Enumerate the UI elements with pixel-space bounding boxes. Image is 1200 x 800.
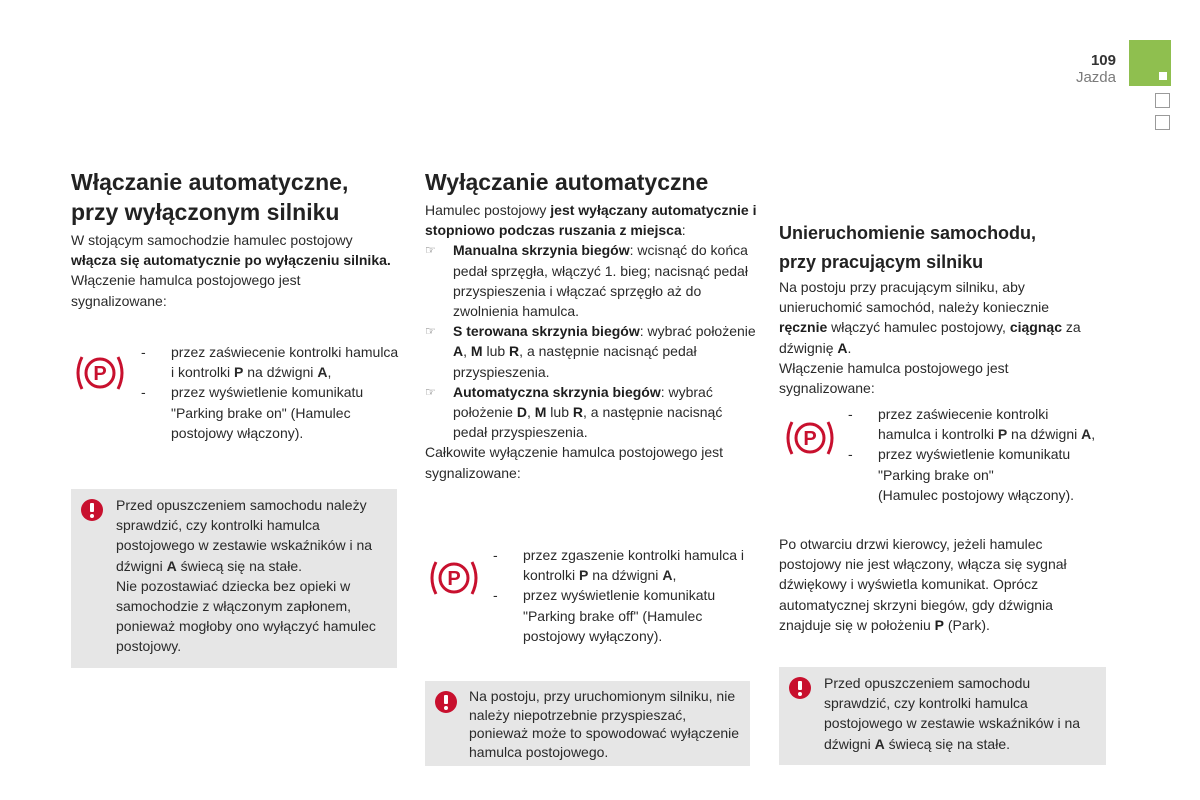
nav-square-icon[interactable] <box>1155 93 1170 108</box>
warning-text <box>116 495 392 657</box>
col2-dash-list <box>493 545 755 646</box>
bold-text: S terowana skrzynia biegów <box>453 323 640 340</box>
warning-line <box>116 495 392 576</box>
dash-icon: - <box>493 587 498 604</box>
list-item <box>425 321 759 382</box>
text: przez zaświecenie kontrolki hamulca i kontrolki <box>171 344 399 381</box>
bold-text: P <box>997 426 1008 443</box>
bold-text: D <box>516 404 527 421</box>
page-number: 109 <box>1090 52 1116 69</box>
pointing-hand-icon: ☞ <box>425 384 436 399</box>
bold-text: ręcznie <box>779 319 828 336</box>
bold-text: A <box>874 735 885 752</box>
text: (Hamulec postojowy włączony). <box>878 486 1075 503</box>
bold-text: ciągnąc <box>1009 319 1062 336</box>
col3-heading <box>779 219 1109 277</box>
col1-title-line2: przy wyłączonym silniku <box>71 199 340 225</box>
col1-title-line1: Włączanie automatyczne, <box>71 169 349 195</box>
text: Po otwarciu drzwi kierowcy, jeżeli hamulec postojowy nie jest włączony, włącza się sygnał dźwiękowy i wyświetla komunikat. Oprócz automatycznej skrzyni biegów, gdy dźwignia znajduje się w położeniu <box>779 536 1067 633</box>
bold-text: jest wyłączany automatycznie i stopniowo podczas ruszania z miejsca <box>425 202 757 239</box>
warning-line: Nie pozostawiać dziecka bez opieki w samochodzie z włączonym zapłonem, ponieważ mogłoby ono wyłączyć hamulec postojowy. <box>116 577 376 655</box>
text: przez zgaszenie kontrolki hamulca i kontrolki <box>523 547 744 584</box>
text: przez wyświetlenie komunikatu "Parking brake on" <box>878 446 1071 483</box>
col2-bullets <box>425 240 759 442</box>
dash-icon: - <box>848 406 853 422</box>
col2-body <box>425 200 759 483</box>
bold-text: Automatyczna skrzynia biegów <box>453 383 661 400</box>
dash-icon: - <box>493 547 498 563</box>
parking-brake-icon <box>74 351 126 395</box>
text: (Park). <box>944 616 990 633</box>
bold-text: A <box>837 339 848 356</box>
warning-icon <box>789 677 811 699</box>
list-item <box>848 404 1103 444</box>
list-item <box>141 342 399 382</box>
svg-text:P: P <box>93 363 107 385</box>
parking-brake-icon <box>784 416 836 460</box>
text: : wybrać położenie <box>639 323 756 340</box>
bold-text: M <box>534 404 547 421</box>
text: Przed opuszczeniem samochodu należy sprawdzić, czy kontrolki hamulca postojowego w zestawie wskaźników i na dźwigni <box>116 497 373 574</box>
text: , <box>672 567 677 584</box>
text: , a następnie nacisnąć pedał przyspieszenia. <box>453 404 723 441</box>
bold-text: A <box>453 343 464 360</box>
warning-icon <box>81 499 103 521</box>
list-item <box>848 444 1103 505</box>
warning-text <box>824 673 1100 754</box>
svg-text:P: P <box>447 568 461 590</box>
list-text: przez wyświetlenie komunikatu "Parking brake off" (Hamulec postojowy wyłączony). <box>523 587 716 644</box>
col3-dash-list <box>848 404 1103 505</box>
bold-text: P <box>934 616 944 633</box>
bold-text: R <box>509 343 520 360</box>
section-tab[interactable] <box>1129 40 1171 86</box>
pointing-hand-icon: ☞ <box>425 243 436 258</box>
col3-title-line1: Unieruchomienie samochodu, <box>779 223 1037 243</box>
bold-text: A <box>166 557 177 574</box>
text: na dźwigni <box>588 567 663 584</box>
bold-text: A <box>662 567 673 584</box>
bold-text: włącza się automatycznie po wyłączeniu silnika. <box>71 252 391 269</box>
text: , <box>463 343 471 360</box>
text: za dźwignię <box>779 319 1081 356</box>
list-text <box>453 321 759 382</box>
list-item <box>425 382 759 443</box>
list-text <box>523 545 755 585</box>
bold-text: M <box>470 343 483 360</box>
text: Na postoju przy pracującym silniku, aby unieruchomić samochód, należy koniecznie <box>779 279 1050 316</box>
parking-brake-icon <box>428 556 480 600</box>
col2-outro: Całkowite wyłączenie hamulca postojowego jest sygnalizowane: <box>425 444 724 481</box>
text: włączyć hamulec postojowy, <box>827 319 1010 336</box>
col1-dash-list <box>141 342 399 443</box>
text: Hamulec postojowy <box>425 202 551 218</box>
warning-box <box>71 489 397 668</box>
warning-box <box>779 667 1106 765</box>
list-item <box>493 545 755 585</box>
text: : <box>681 222 686 239</box>
svg-text:P: P <box>803 428 817 450</box>
tab-marker-icon <box>1159 72 1167 80</box>
col3-title-line2: przy pracującym silniku <box>779 252 984 272</box>
warning-text: Na postoju, przy uruchomionym silniku, nie należy niepotrzebnie przyspieszać, ponieważ może to spowodować wyłączenie hamulca postojowego. <box>469 688 740 760</box>
col2-intro <box>425 200 759 240</box>
bold-text: P <box>234 364 244 381</box>
pointing-hand-icon: ☞ <box>425 324 436 339</box>
col1-paragraph: Włączenie hamulca postojowego jest sygnalizowane: <box>71 272 301 309</box>
dash-icon: - <box>141 384 146 401</box>
col3-paragraph <box>779 277 1101 358</box>
bold-text: A <box>1081 426 1092 443</box>
text: świecą się na stałe. <box>884 735 1011 752</box>
text: świecą się na stałe. <box>176 557 303 574</box>
bold-text: A <box>317 364 328 381</box>
col1-paragraph <box>71 230 393 270</box>
text: , <box>526 404 535 421</box>
text: lub <box>546 404 573 421</box>
text: , a następnie nacisnąć pedał przyspieszenia. <box>453 343 697 380</box>
text: lub <box>482 343 510 360</box>
col1-heading <box>71 167 401 227</box>
text: , <box>327 364 332 381</box>
list-item <box>425 240 759 321</box>
col3-intro <box>779 277 1101 398</box>
text: : wcisnąć do końca pedał sprzęgła, włączyć 1. bieg; nacisnąć pedał przyspieszenia i włączać sprzęgło aż do zwolnienia hamulca. <box>453 242 748 320</box>
list-item <box>493 585 755 646</box>
text: . <box>847 339 852 356</box>
nav-square-icon[interactable] <box>1155 115 1170 130</box>
text: przez zaświecenie kontrolki hamulca i kontrolki <box>878 406 1049 443</box>
text: : wybrać położenie <box>453 383 713 421</box>
list-text <box>878 404 1103 444</box>
list-text <box>453 382 759 443</box>
warning-box <box>425 681 750 766</box>
list-text: przez wyświetlenie komunikatu "Parking brake on" (Hamulec postojowy włączony). <box>171 384 364 441</box>
text: , <box>1091 426 1096 443</box>
section-title: Jazda <box>1075 69 1116 86</box>
col2-heading <box>425 167 765 197</box>
list-text <box>171 342 399 382</box>
bold-text: Manualna skrzynia biegów <box>453 242 630 259</box>
bold-text: P <box>579 567 589 584</box>
list-item <box>141 382 399 443</box>
text: Przed opuszczeniem samochodu sprawdzić, czy kontrolki hamulca postojowego w zestawie wskaźników i na dźwigni <box>824 675 1081 752</box>
col3-paragraph <box>779 534 1101 635</box>
col3-paragraph: Włączenie hamulca postojowego jest sygnalizowane: <box>779 359 1009 397</box>
col1-intro <box>71 230 393 311</box>
dash-icon: - <box>141 344 146 360</box>
text: na dźwigni <box>1007 426 1082 443</box>
list-text <box>453 240 759 321</box>
text: na dźwigni <box>243 364 318 381</box>
list-text <box>878 444 1103 505</box>
bold-text: R <box>572 404 583 421</box>
col2-title: Wyłączanie automatyczne <box>425 169 709 195</box>
dash-icon: - <box>848 446 853 463</box>
warning-icon <box>435 691 457 713</box>
text: W stojącym samochodzie hamulec postojowy <box>71 232 353 248</box>
